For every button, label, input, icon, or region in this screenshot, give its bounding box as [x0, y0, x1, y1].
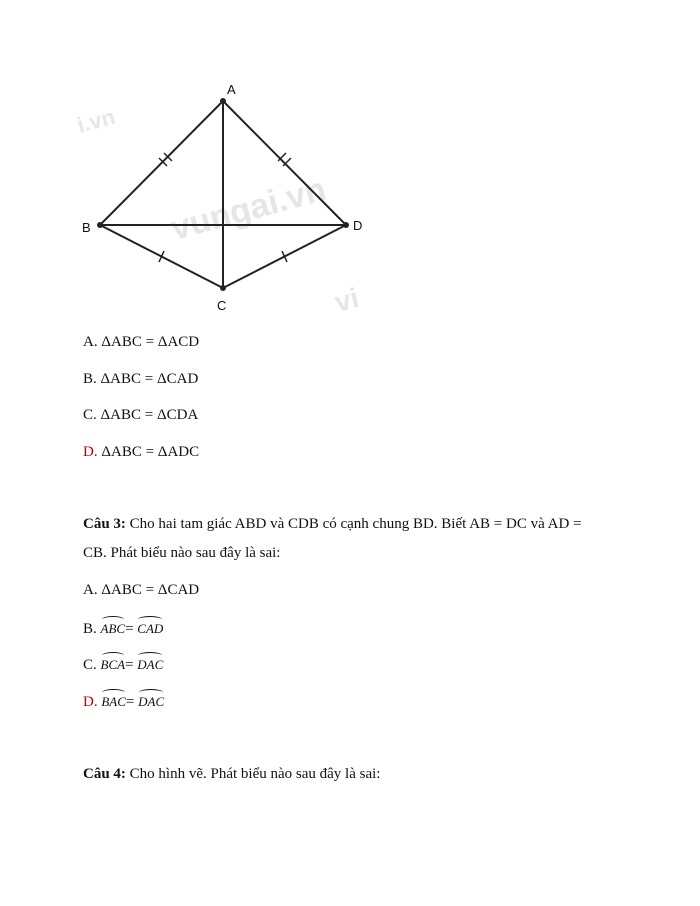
option-text: ΔABC = ΔACD	[101, 334, 200, 350]
q3-stem-line2: CB. Phát biểu nào sau đây là sai:	[83, 545, 281, 561]
q2-option-d	[83, 442, 199, 462]
angle-left: BCA	[101, 653, 126, 675]
point-c	[220, 285, 226, 291]
angle-right: DAC	[137, 653, 163, 675]
watermark-vungai: vungai.vn	[166, 170, 330, 248]
label-a: A	[227, 82, 236, 97]
point-a	[220, 98, 226, 104]
angle-right: CAD	[137, 617, 163, 639]
option-text: ΔABC = ΔCAD	[101, 582, 200, 598]
question-label: Câu 4:	[83, 766, 126, 782]
angle-right: DAC	[138, 690, 164, 712]
q3-option-c	[83, 653, 163, 675]
angle-left: ABC	[101, 617, 126, 639]
label-c: C	[217, 298, 227, 313]
option-letter-answer: D.	[83, 694, 98, 710]
watermark-vi: vi	[331, 282, 363, 319]
triangle-figure	[74, 80, 380, 320]
q3-option-b	[83, 617, 163, 639]
label-b: B	[82, 220, 91, 235]
option-text: ΔABC = ΔCAD	[100, 371, 199, 387]
option-letter: A.	[83, 334, 98, 350]
equals-sign: =	[125, 657, 134, 673]
option-text: ΔABC = ΔADC	[101, 444, 200, 460]
label-d: D	[353, 218, 363, 233]
option-text: ΔABC = ΔCDA	[100, 407, 199, 423]
question-label: Câu 3:	[83, 516, 126, 532]
option-letter-answer: D.	[83, 444, 98, 460]
equals-sign: =	[125, 621, 134, 637]
q3-option-a	[83, 580, 199, 600]
quadrilateral-diagram	[74, 80, 380, 320]
point-b	[97, 222, 103, 228]
option-letter: C.	[83, 407, 97, 423]
option-letter: C.	[83, 657, 97, 673]
question-text: Cho hai tam giác ABD và CDB có cạnh chung BD. Biết AB = DC và AD =	[129, 516, 582, 532]
question-text: Cho hình vẽ. Phát biểu nào sau đây là sai:	[129, 766, 381, 782]
equals-sign: =	[125, 694, 135, 710]
option-letter: A.	[83, 582, 98, 598]
point-d	[343, 222, 349, 228]
q2-option-b	[83, 369, 198, 389]
q2-option-a	[83, 332, 199, 352]
q2-option-c	[83, 405, 198, 425]
q3-option-d	[83, 690, 164, 712]
option-letter: B.	[83, 621, 97, 637]
watermark-ivn: i.vn	[74, 103, 118, 138]
q4-stem	[83, 764, 380, 784]
angle-left: BAC	[101, 690, 126, 712]
option-letter: B.	[83, 371, 97, 387]
q3-stem-line1	[83, 514, 582, 534]
